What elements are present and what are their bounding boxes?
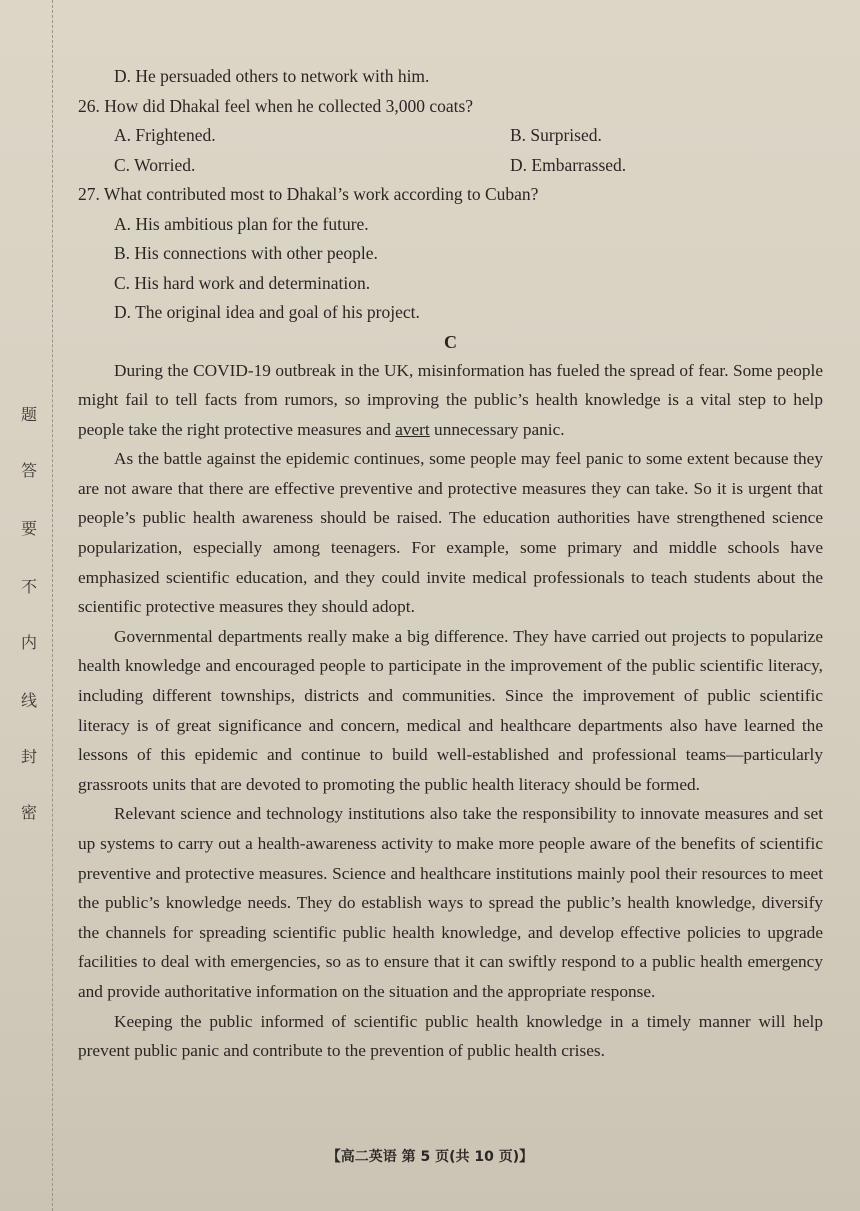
q27-option-a: A. His ambitious plan for the future. — [114, 213, 369, 234]
seal-char: 封 — [20, 747, 37, 766]
passage-paragraph-4: Relevant science and technology institutions also take the responsibility to innovate measures and set up systems to carry out a health-awareness activity to make more people aware of the benefits of scientific preventive and protective measures. Science and healthcare institutions mainly pool their resources to meet the public’s knowledge needs. They do establish ways to spread the public’s health knowledge, diversify the channels for spreading scientific public health knowledge, and develop effective policies to upgrade facilities to deal with emergencies, so as to ensure that it can swiftly respond to a public health emergency and provide authoritative information on the situation and the appropriate response. — [78, 804, 823, 1001]
paragraph-text: unnecessary panic. — [429, 419, 565, 439]
q26-option-a: A. Frightened. — [114, 125, 216, 145]
q25-option-d: D. He persuaded others to network with him. — [114, 66, 430, 86]
passage-paragraph-1 — [78, 356, 823, 445]
seal-char: 密 — [20, 803, 37, 822]
q27-option-d: D. The original idea and goal of his project. — [114, 302, 420, 322]
section-heading: C — [444, 331, 457, 352]
seal-char: 要 — [20, 519, 37, 538]
exam-content — [78, 62, 823, 1066]
seal-char: 题 — [20, 405, 37, 424]
q26-option-d: D. Embarrassed. — [510, 154, 627, 175]
paragraph-text: During the COVID-19 outbreak in the UK, misinformation has fueled the spread of fear. Some people might fail to tell facts from rumors, so improving the public’s health knowledge is a vital step to help people take the right protective measures and — [78, 360, 823, 439]
q26-options-row-1 — [78, 121, 823, 151]
q27-option-c: C. His hard work and determination. — [114, 272, 371, 293]
seal-char: 线 — [20, 691, 37, 710]
page-footer: 【高二英语 第 5 页(共 10 页)】 — [326, 1149, 534, 1165]
seal-char: 答 — [20, 461, 37, 480]
binding-line — [52, 0, 54, 1211]
q26-option-c: C. Worried. — [114, 154, 196, 175]
q26-option-b: B. Surprised. — [510, 125, 602, 145]
seal-char: 内 — [20, 633, 37, 652]
q26-options-row-2 — [78, 151, 823, 181]
passage-paragraph-2: As the battle against the epidemic continues, some people may feel panic to some extent because they are not aware that there are effective preventive and protective measures they can take. So it is urgent that people’s public health awareness should be raised. The education authorities have strengthened science popularization, especially among teenagers. For example, some primary and middle schools have emphasized scientific education, and they could invite medical professionals to teach students about the scientific protective measures they should adopt. — [78, 449, 823, 617]
q27-stem: 27. What contributed most to Dhakal’s work according to Cuban? — [78, 184, 539, 204]
underlined-word: avert — [395, 419, 430, 439]
passage-paragraph-3: Governmental departments really make a big difference. They have carried out projects to popularize health knowledge and encouraged people to participate in the improvement of the public scientific literacy, including different townships, districts and communities. Since the improvement of public scientific literacy is of great significance and concern, medical and healthcare departments also have learned the lessons of this epidemic and continue to build well-established and professional teams—particularly grassroots units that are devoted to promoting the public health literacy should be formed. — [78, 626, 823, 794]
seal-char: 不 — [20, 577, 37, 596]
q26-stem: 26. How did Dhakal feel when he collected 3,000 coats? — [78, 95, 474, 116]
q27-option-b: B. His connections with other people. — [114, 243, 378, 263]
passage-paragraph-5: Keeping the public informed of scientific public health knowledge in a timely manner will help prevent public panic and contribute to the prevention of public health crises. — [78, 1011, 823, 1061]
